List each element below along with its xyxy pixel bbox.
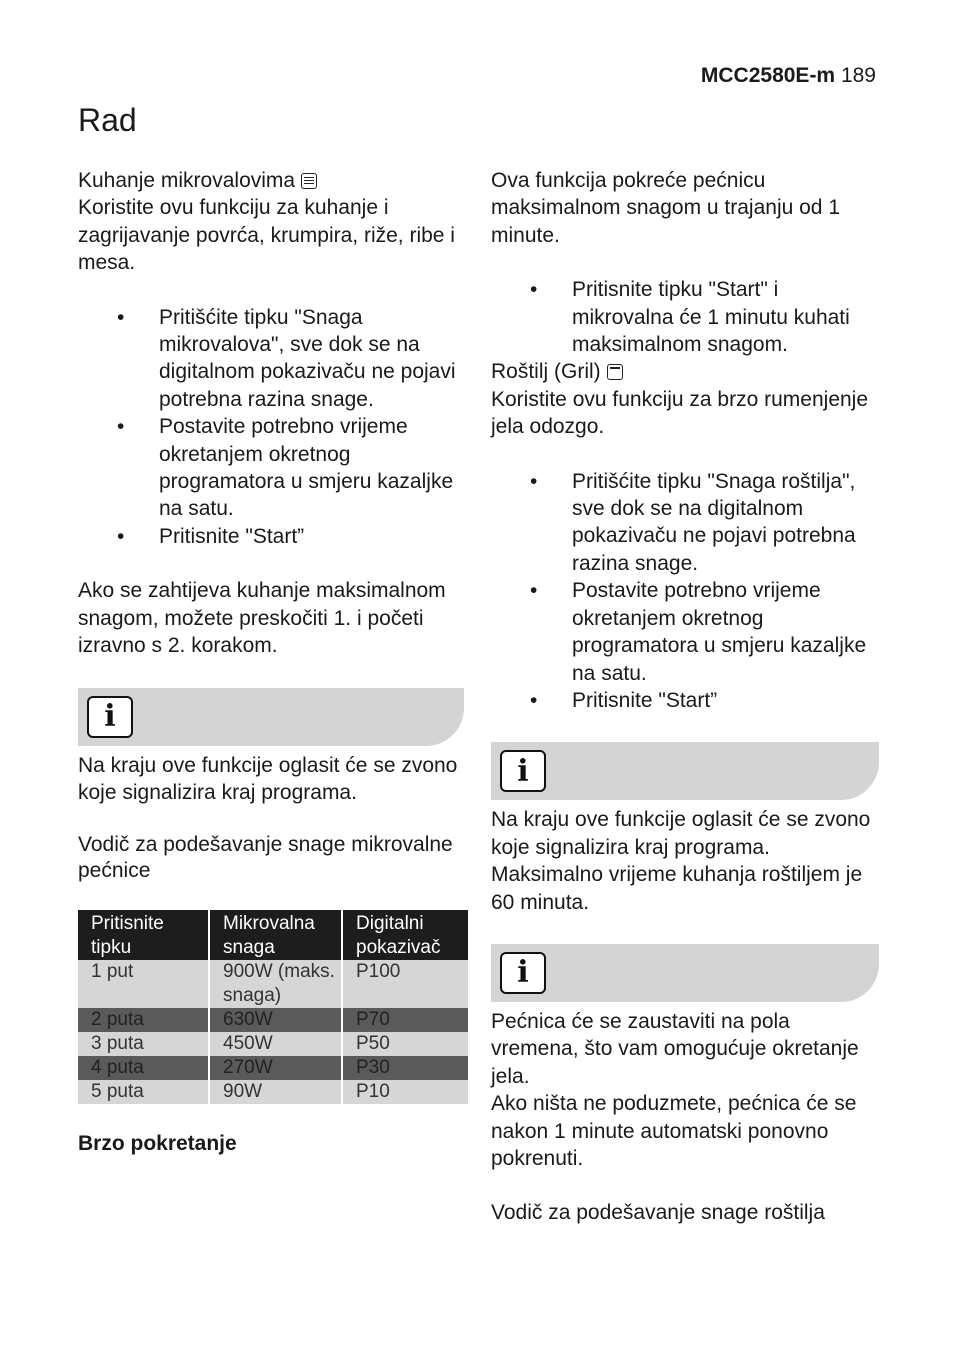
table-header-cell: Pritisnite tipku — [78, 910, 209, 960]
table-row — [78, 1080, 468, 1104]
list-item: • Pritišćite tipku "Snaga mikrovalova", sve dok se na digitalnom pokazivaču ne pojavi potrebna razina snage. — [78, 304, 464, 414]
model-number: MCC2580E-m — [700, 64, 836, 87]
microwave-symbol-icon — [301, 173, 317, 189]
table-header-cell: Digitalni pokazivač — [342, 910, 468, 960]
table-cell: 5 puta — [78, 1080, 209, 1104]
table-cell: P100 — [342, 960, 468, 1008]
table-cell: 4 puta — [78, 1056, 209, 1080]
list-item: • Pritisnite "Start” — [78, 523, 464, 550]
max-power-note: Ako se zahtijeva kuhanje maksimalnom snagom, možete preskočiti 1. i početi izravno s 2. korakom. — [78, 579, 446, 658]
table-cell: 90W — [209, 1080, 342, 1104]
quick-start-heading: Brzo pokretanje — [78, 1132, 237, 1156]
table-cell: 1 put — [78, 960, 209, 1008]
table-cell: P70 — [342, 1008, 468, 1032]
microwave-steps-list — [78, 304, 464, 551]
table-cell: P50 — [342, 1032, 468, 1056]
table-row — [78, 960, 468, 1008]
info-icon: i — [87, 696, 133, 738]
table-cell: P30 — [342, 1056, 468, 1080]
info-box — [78, 688, 464, 746]
info-icon: i — [500, 952, 546, 994]
table-cell: 450W — [209, 1032, 342, 1056]
table-header-row — [78, 910, 468, 960]
list-item: • Postavite potrebno vrijeme okretanjem okretnog programatora u smjeru kazaljke na satu. — [491, 577, 879, 687]
right-column — [491, 167, 879, 1227]
info-box — [491, 944, 879, 1002]
grill-steps-list — [491, 468, 879, 715]
microwave-intro: Koristite ovu funkciju za kuhanje i zagrijavanje povrća, krumpira, riže, ribe i mesa. — [78, 196, 455, 275]
quick-start-steps-list — [491, 276, 879, 358]
table-row — [78, 1008, 468, 1032]
page-title: Rad — [78, 102, 137, 138]
table-cell: 2 puta — [78, 1008, 209, 1032]
table-cell: P10 — [342, 1080, 468, 1104]
list-item: • Postavite potrebno vrijeme okretanjem okretnog programatora u smjeru kazaljke na satu. — [78, 413, 464, 523]
grill-power-guide-heading: Vodič za podešavanje snage roštilja — [491, 1201, 825, 1225]
microwave-heading-text: Kuhanje mikrovalovima — [78, 169, 296, 192]
list-item: • Pritisnite tipku "Start" i mikrovalna će 1 minutu kuhati maksimalnom snagom. — [491, 276, 879, 358]
info-box — [491, 742, 879, 800]
table-header-cell: Mikrovalna snaga — [209, 910, 342, 960]
info-text-auto-restart: Ako ništa ne poduzmete, pećnica će se nakon 1 minute automatski ponovno pokrenuti. — [491, 1092, 857, 1170]
list-item: • Pritisnite "Start” — [491, 687, 879, 714]
quick-start-intro: Ova funkcija pokreće pećnicu maksimalnom snagom u trajanju od 1 minute. — [491, 169, 841, 247]
table-cell: 630W — [209, 1008, 342, 1032]
left-column — [78, 167, 464, 1158]
microwave-section-heading — [78, 167, 464, 194]
grill-heading-text: Roštilj (Gril) — [491, 360, 601, 384]
table-cell: 3 puta — [78, 1032, 209, 1056]
power-guide-table — [78, 910, 468, 1104]
table-cell: 900W (maks. snaga) — [209, 960, 342, 1008]
list-item: • Pritišćite tipku "Snaga roštilja", sve dok se na digitalnom pokazivaču ne pojavi potrebna razina snage. — [491, 468, 879, 578]
info-text-half-time: Pećnica će se zaustaviti na pola vremena, što vam omogućuje okretanje jela. — [491, 1009, 859, 1088]
table-cell: 270W — [209, 1056, 342, 1080]
info-text-end-signal: Na kraju ove funkcije oglasit će se zvono koje signalizira kraj programa. — [78, 753, 458, 804]
power-guide-heading: Vodič za podešavanje snage mikrovalne pećnice — [78, 833, 453, 883]
grill-intro: Koristite ovu funkciju za brzo rumenjenje jela odozgo. — [491, 387, 869, 439]
grill-section-heading — [491, 358, 879, 385]
table-row — [78, 1032, 468, 1056]
grill-symbol-icon — [607, 364, 623, 380]
info-icon: i — [500, 750, 546, 792]
page-header — [701, 64, 876, 88]
table-row — [78, 1056, 468, 1080]
info-text-grill-max: Na kraju ove funkcije oglasit će se zvono koje signalizira kraj programa. Maksimalno vrijeme kuhanja roštiljem je 60 minuta. — [491, 808, 871, 914]
page-number: 189 — [840, 64, 876, 87]
